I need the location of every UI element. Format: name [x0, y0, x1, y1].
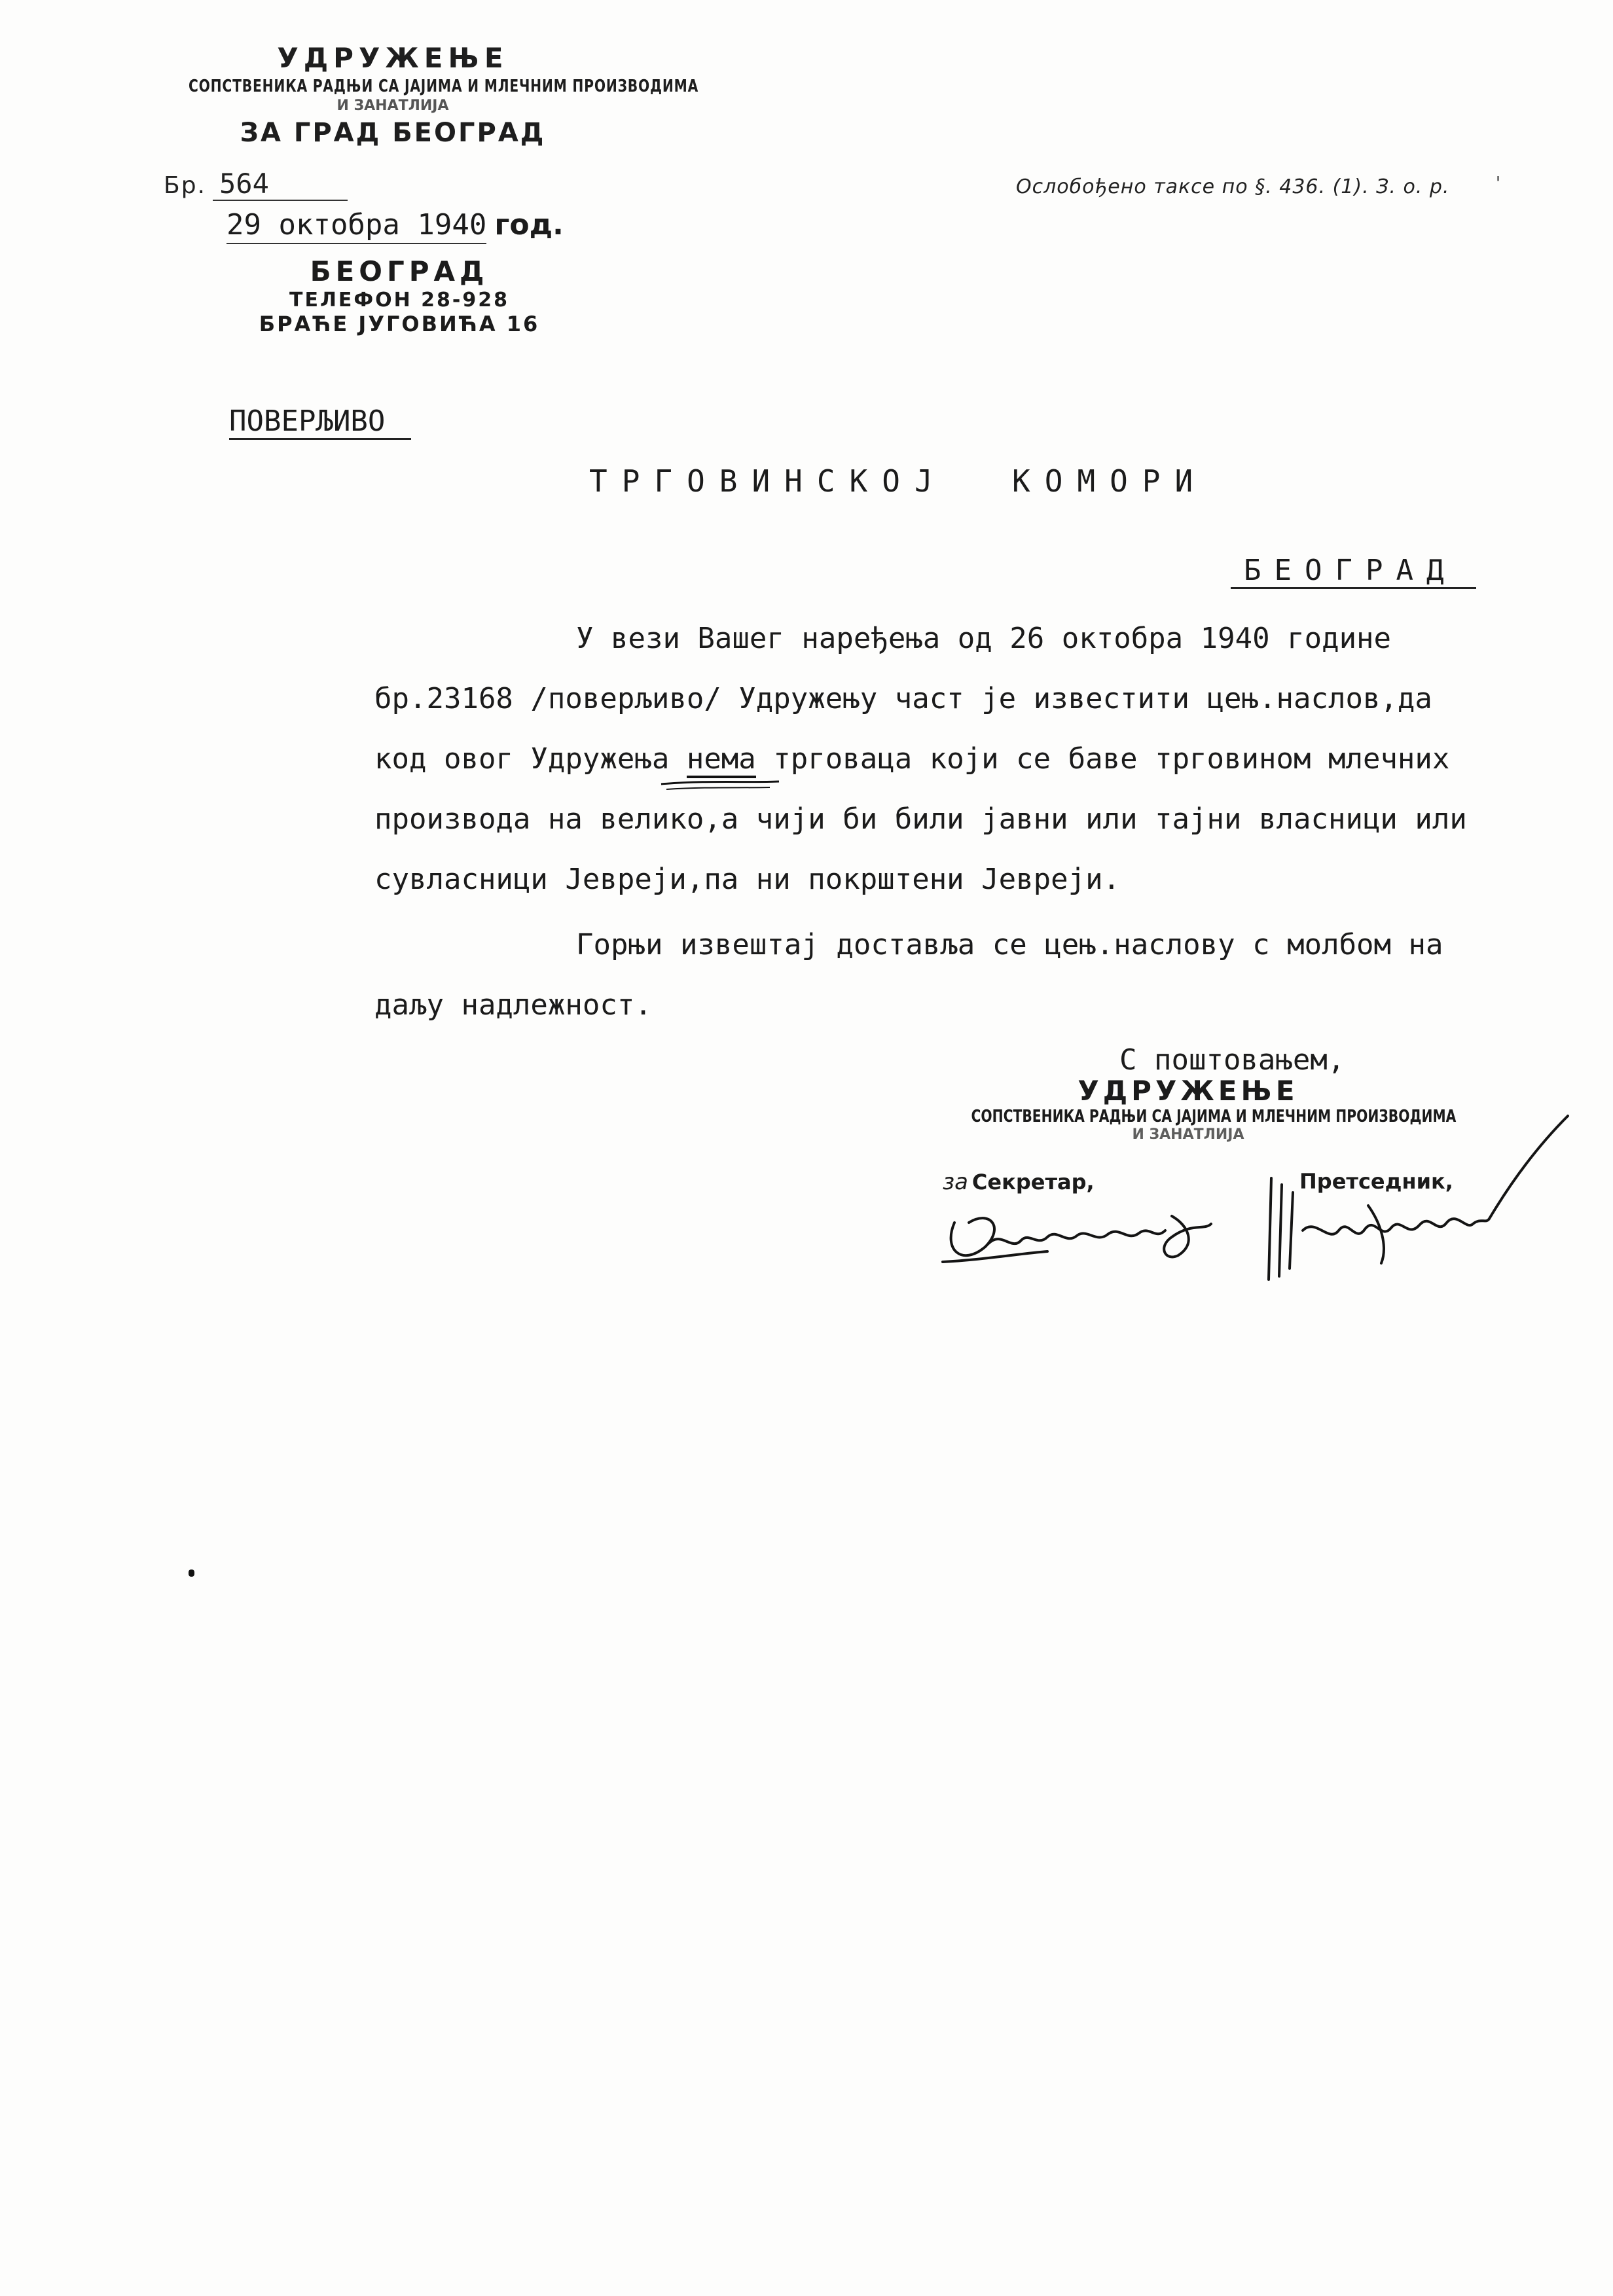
- regards: С поштовањем,: [1119, 1043, 1345, 1077]
- signature-stamp-suffix: И ЗАНАТЛИЈА: [1132, 1126, 1244, 1143]
- body-line-7: даљу надлежност.: [374, 988, 652, 1022]
- body-line-5: сувласници Јевреји,па ни покрштени Јевреји.: [374, 863, 1121, 896]
- body-line-3a: код овог Удружења: [374, 742, 687, 776]
- hand-underline-2: [666, 787, 770, 789]
- body-line-2: бр.23168 /поверљиво/ Удружењу част је известити цењ.наслов,да: [374, 682, 1432, 715]
- addressee-city-text: БЕОГРАД: [1231, 554, 1476, 589]
- body-line-3c: трговаца који се баве трговином млечних: [755, 742, 1450, 776]
- letter-date-value: 29 октобра 1940: [227, 208, 486, 244]
- confidential-text: ПОВЕРЉИВО: [229, 404, 411, 440]
- addressee: ТРГОВИНСКОЈ КОМОРИ: [589, 463, 1208, 499]
- letterhead-phone: ТЕЛЕФОН 28-928: [289, 289, 509, 312]
- president-label: Претседник,: [1299, 1169, 1453, 1194]
- secretary-signature: [943, 1216, 1211, 1262]
- underlined-word: нема: [687, 742, 756, 778]
- letterhead-city-line: ЗА ГРАД БЕОГРАД: [240, 118, 546, 148]
- secretary-prefix: за: [943, 1169, 968, 1195]
- signature-stamp-title: УДРУЖЕЊЕ: [1078, 1075, 1299, 1107]
- body-line-6: Горњи извештај доставља се цењ.наслову с молбом на: [576, 928, 1443, 961]
- hand-underline: [661, 781, 779, 784]
- letterhead-city: БЕОГРАД: [310, 255, 489, 287]
- letterhead-title: УДРУЖЕЊЕ: [277, 42, 509, 74]
- letter-date-suffix: год.: [494, 208, 564, 242]
- signature-stamp-full-name: СОПСТВЕНИКА РАДЊИ СА ЈАЈИМА И МЛЕЧНИМ ПРОИЗВОДИМА: [971, 1107, 1457, 1126]
- body-line-1: У вези Вашег наређења од 26 октобра 1940 године: [576, 622, 1392, 655]
- letterhead-address: БРАЋЕ ЈУГОВИЋА 16: [259, 312, 540, 336]
- body-line-4: производа на велико,а чији би били јавни или тајни власници или: [374, 802, 1467, 836]
- tax-exemption-note: Ослобођено таксе по §. 436. (1). З. о. р.: [1016, 175, 1450, 198]
- reference-number-value: 564: [213, 168, 348, 201]
- secretary-text: Секретар,: [971, 1170, 1095, 1194]
- tick-mark: ˈ: [1493, 173, 1504, 194]
- stray-ink-dot: [189, 1570, 194, 1577]
- president-signature: [1269, 1116, 1568, 1280]
- reference-number-label: Бр.: [164, 172, 206, 199]
- letterhead-full-name: СОПСТВЕНИКА РАДЊИ СА ЈАЈИМА И МЛЕЧНИМ ПРОИЗВОДИМА: [189, 77, 699, 96]
- letterhead-suffix: И ЗАНАТЛИЈА: [336, 98, 449, 114]
